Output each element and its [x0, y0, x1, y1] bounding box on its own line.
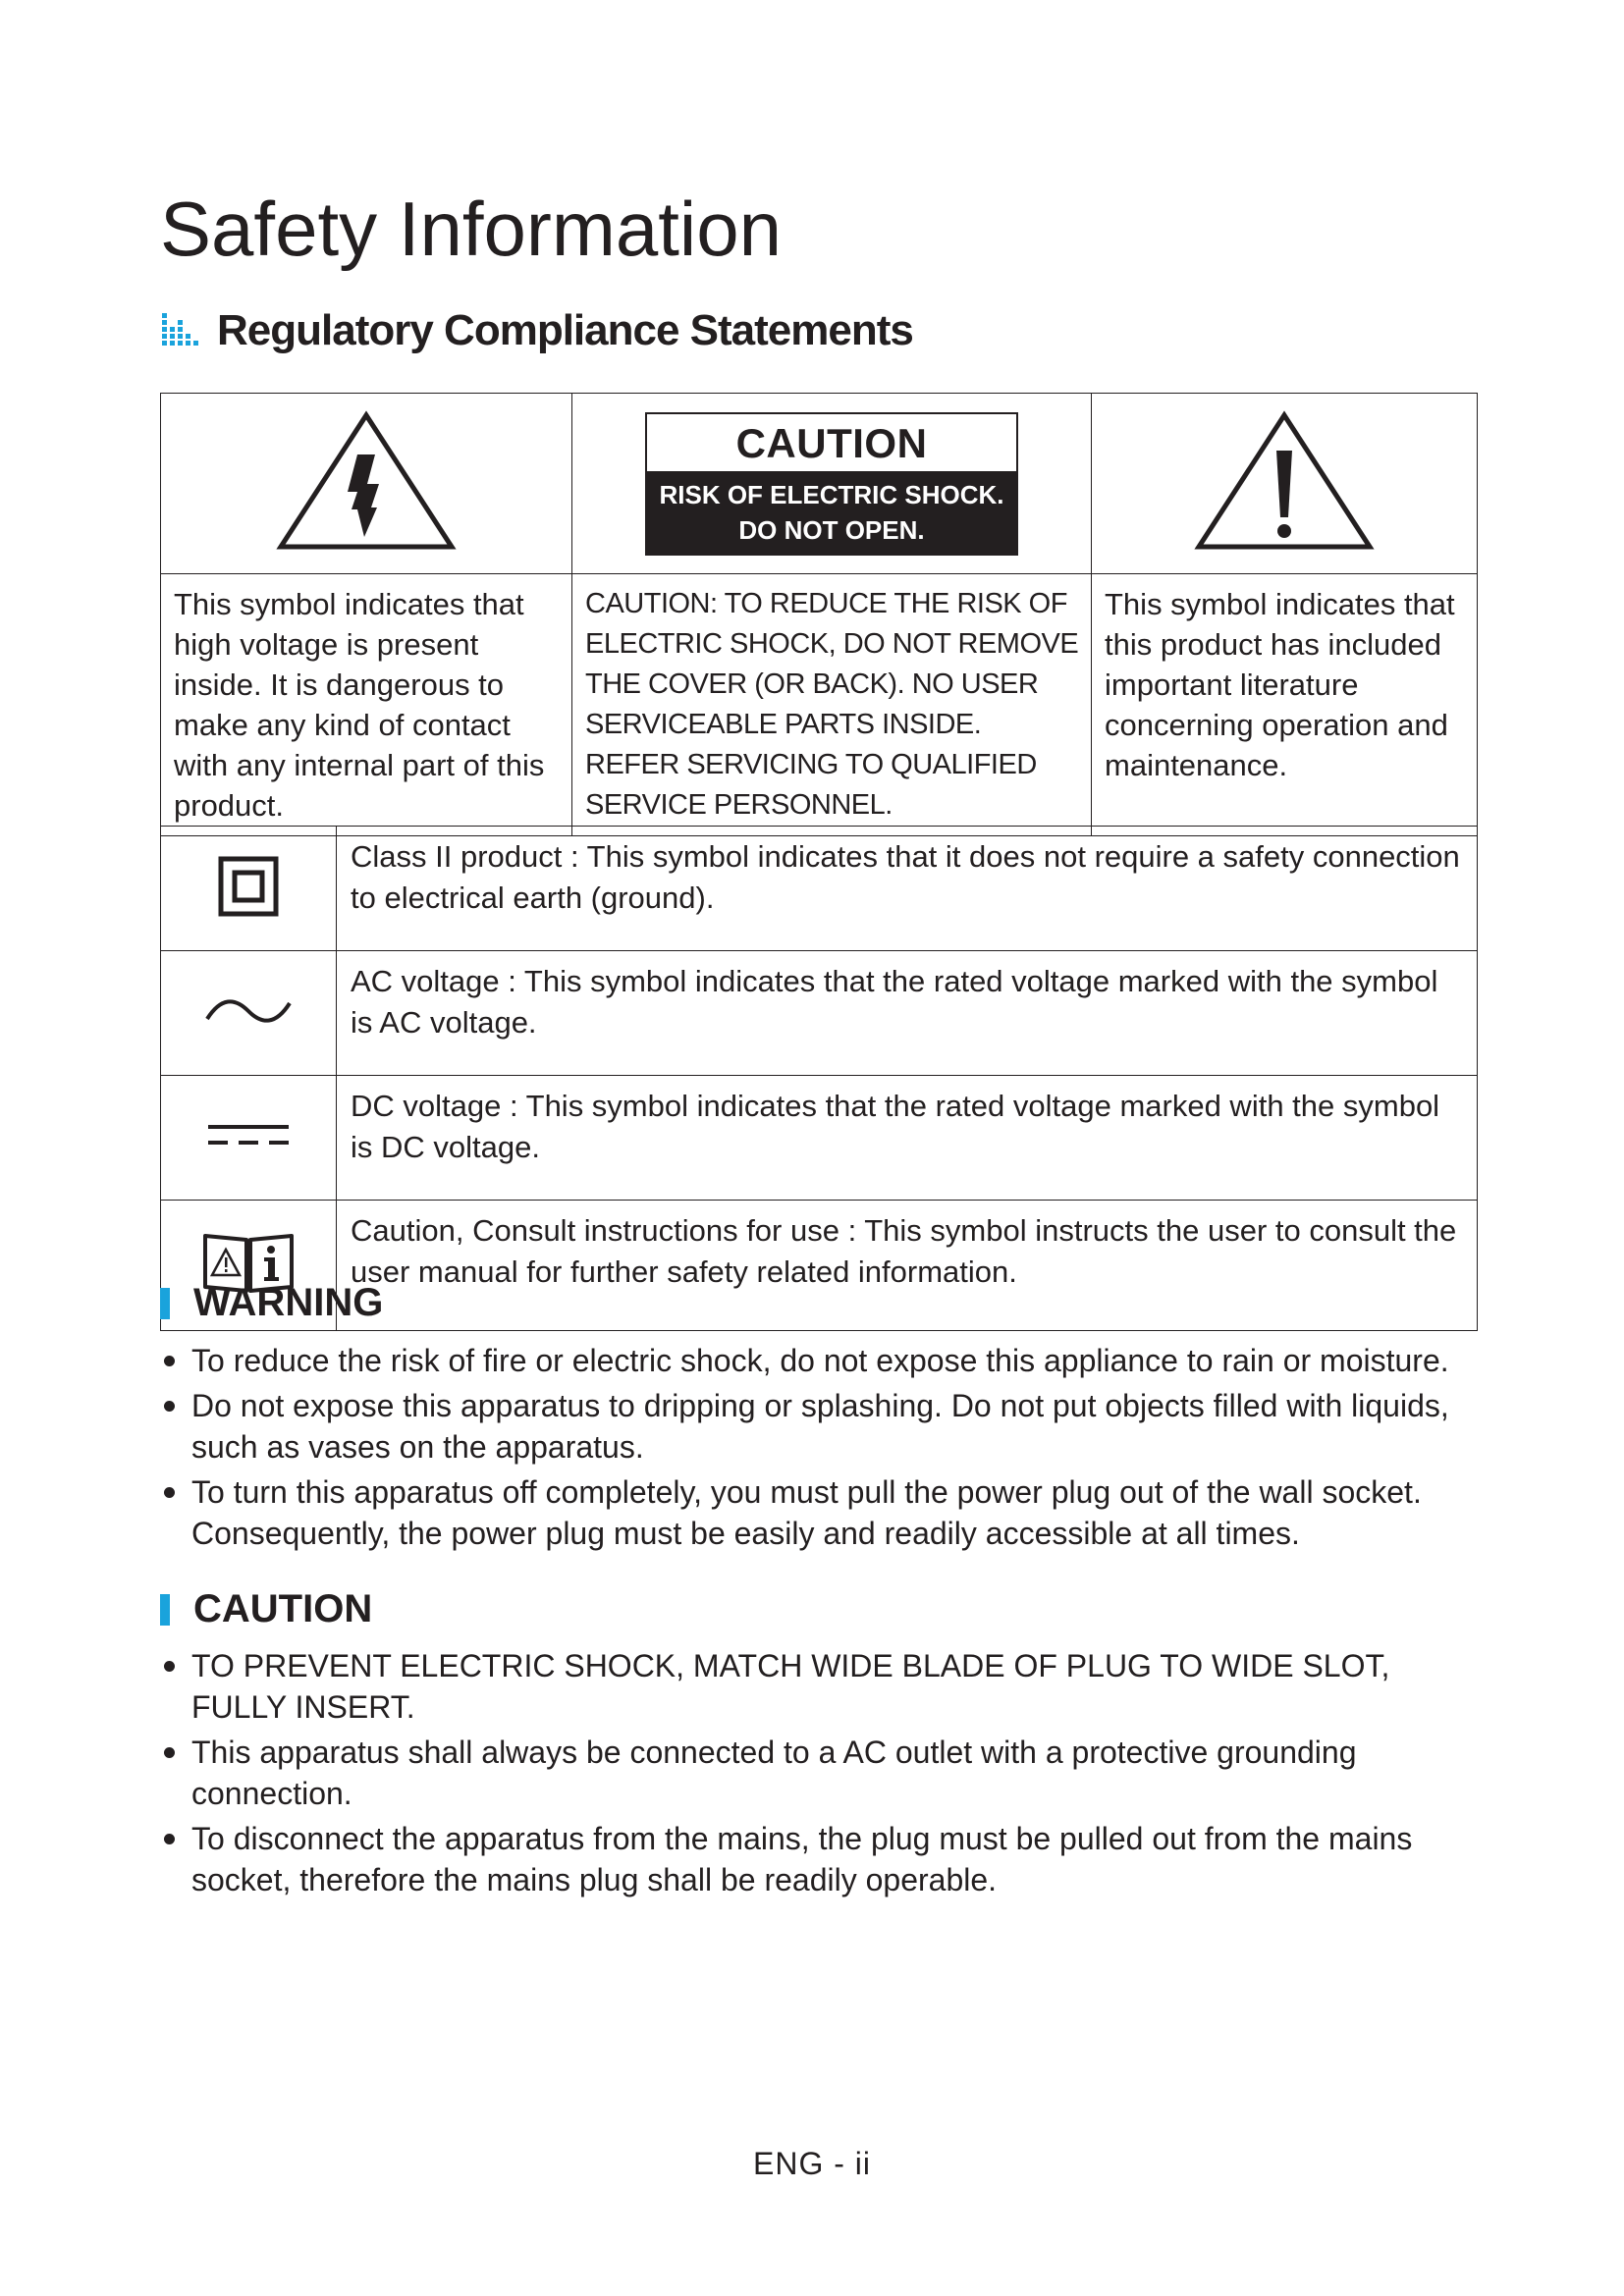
- caution-title: CAUTION: [193, 1587, 373, 1630]
- caution-label-title: CAUTION: [735, 419, 928, 466]
- caution-list: [160, 1645, 1486, 1904]
- caution-item: This apparatus shall always be connected to a AC outlet with a protective grounding connection.: [160, 1732, 1486, 1814]
- exclamation-symbol-description: This symbol indicates that this product has included important literature concerning operation and maintenance.: [1092, 574, 1478, 836]
- page-number: ENG - ii: [753, 2146, 871, 2181]
- dc-voltage-description: DC voltage : This symbol indicates that the rated voltage marked with the symbol is DC voltage.: [337, 1076, 1478, 1201]
- lightning-warning-icon: [273, 407, 460, 555]
- caution-heading: [160, 1587, 372, 1631]
- class-ii-icon: [218, 856, 279, 917]
- ac-voltage-icon: [203, 993, 294, 1029]
- equalizer-icon: [160, 309, 203, 352]
- symbol-legend-table: [160, 826, 1478, 1331]
- caution-item: To disconnect the apparatus from the mains, the plug must be pulled out from the mains socket, therefore the mains plug shall be readily operable.: [160, 1818, 1486, 1900]
- dc-voltage-icon: [206, 1121, 291, 1150]
- lightning-symbol-description: This symbol indicates that high voltage is present inside. It is dangerous to make any kind of contact with any internal part of this product.: [161, 574, 572, 836]
- ac-voltage-icon-cell: [161, 951, 337, 1076]
- caution-label-line2: DO NOT OPEN.: [738, 514, 925, 545]
- warning-list: [160, 1340, 1486, 1558]
- caution-description: CAUTION: TO REDUCE THE RISK OF ELECTRIC SHOCK, DO NOT REMOVE THE COVER (OR BACK). NO USER SERVICEABLE PARTS INSIDE. REFER SERVICING TO QUALIFIED SERVICE PERSONNEL.: [572, 574, 1092, 836]
- warning-item: Do not expose this apparatus to dripping or splashing. Do not put objects filled with liquids, such as vases on the apparatus.: [160, 1385, 1486, 1468]
- warning-heading: [160, 1281, 383, 1325]
- section-heading: [160, 306, 913, 355]
- section-title: Regulatory Compliance Statements: [217, 306, 913, 354]
- caution-label-warning: [647, 471, 1016, 554]
- caution-label-line1: RISK OF ELECTRIC SHOCK.: [659, 479, 1004, 509]
- dc-voltage-icon-cell: [161, 1076, 337, 1201]
- exclamation-symbol-cell: [1092, 394, 1478, 574]
- caution-item: TO PREVENT ELECTRIC SHOCK, MATCH WIDE BLADE OF PLUG TO WIDE SLOT, FULLY INSERT.: [160, 1645, 1486, 1728]
- page-title: Safety Information: [160, 186, 782, 272]
- exclamation-warning-icon: [1191, 407, 1378, 555]
- warning-title: WARNING: [193, 1281, 384, 1324]
- class-ii-icon-cell: [161, 827, 337, 951]
- lightning-symbol-cell: [161, 394, 572, 574]
- warning-item: To reduce the risk of fire or electric shock, do not expose this appliance to rain or moisture.: [160, 1340, 1486, 1381]
- heading-accent-bar: [160, 1288, 170, 1319]
- symbol-table: [160, 393, 1478, 836]
- warning-item: To turn this apparatus off completely, you must pull the power plug out of the wall socket. Consequently, the power plug must be easily and readily accessible at all times.: [160, 1471, 1486, 1554]
- consult-manual-description: Caution, Consult instructions for use : This symbol instructs the user to consult the user manual for further safety related information.: [337, 1201, 1478, 1331]
- heading-accent-bar: [160, 1594, 170, 1626]
- class-ii-description: Class II product : This symbol indicates that it does not require a safety connection to electrical earth (ground).: [337, 827, 1478, 951]
- caution-label-cell: [572, 394, 1092, 574]
- caution-label: [645, 412, 1018, 556]
- ac-voltage-description: AC voltage : This symbol indicates that the rated voltage marked with the symbol is AC voltage.: [337, 951, 1478, 1076]
